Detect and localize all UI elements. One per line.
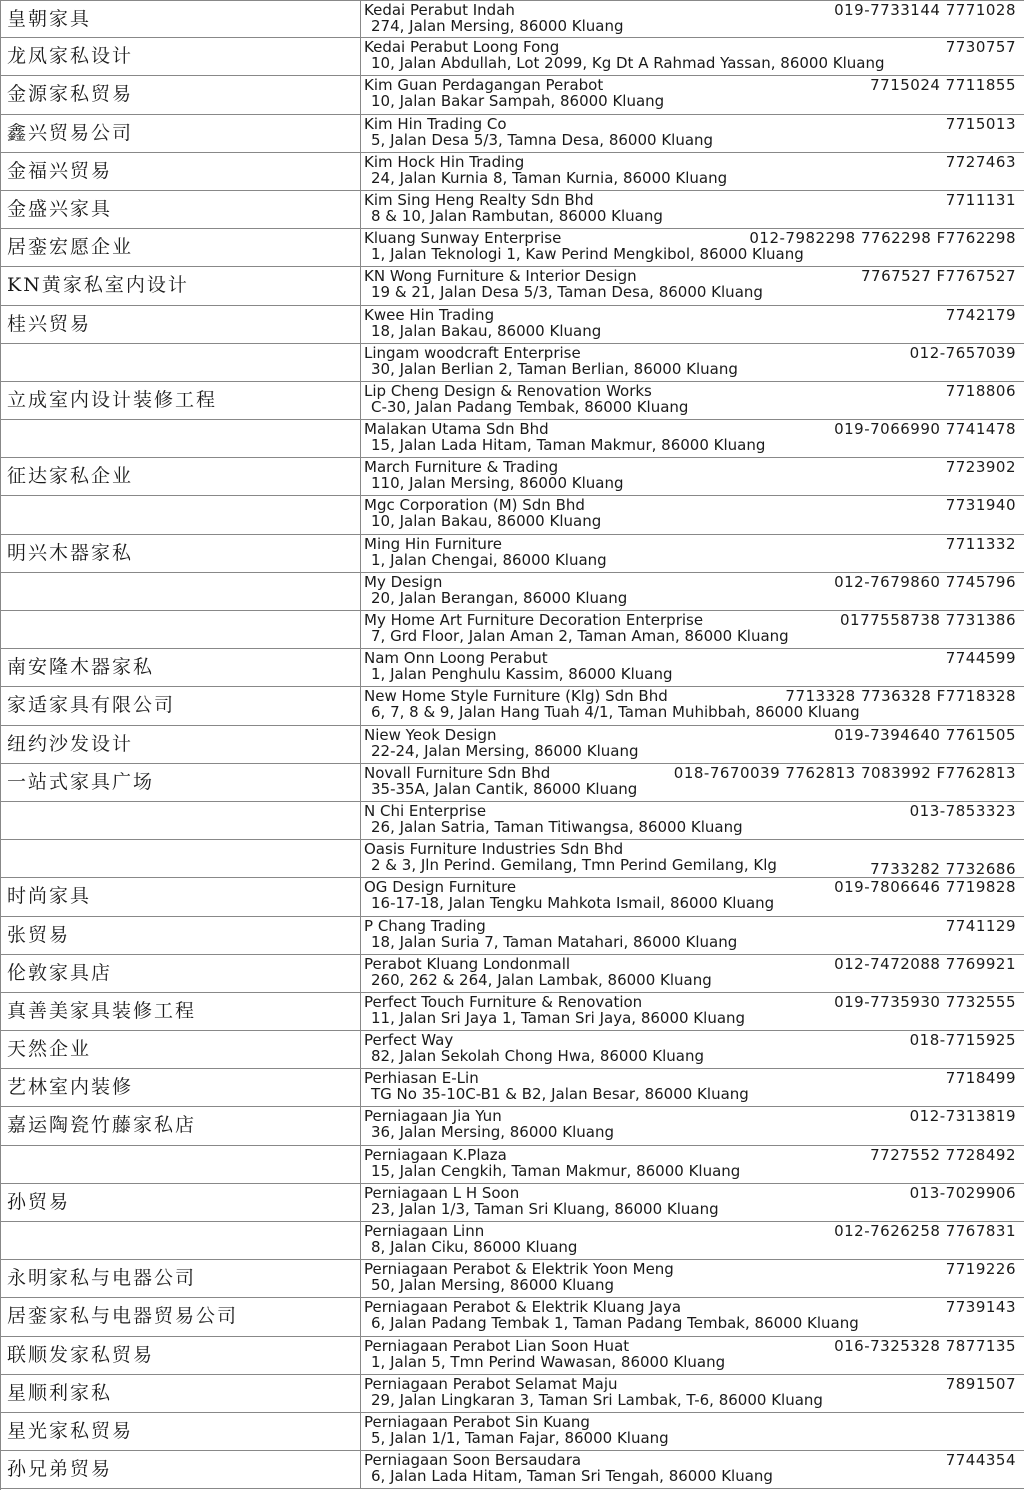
listing-row bbox=[1, 993, 1024, 1031]
business-name: Kim Sing Heng Realty Sdn Bhd bbox=[364, 190, 594, 209]
phone-numbers: 012-7657039 bbox=[909, 343, 1016, 362]
chinese-name: 金源家私贸易 bbox=[1, 76, 361, 113]
business-name: Kluang Sunway Enterprise bbox=[364, 229, 562, 248]
business-address: 260, 262 & 264, Jalan Lambak, 86000 Kluang bbox=[371, 970, 712, 989]
phone-numbers: 012-7626258 7767831 bbox=[834, 1222, 1016, 1240]
chinese-name: 真善美家具装修工程 bbox=[1, 993, 361, 1030]
phone-numbers: 019-7066990 7741478 bbox=[834, 420, 1016, 439]
listing-info bbox=[361, 1222, 1024, 1259]
chinese-name: 孙兄弟贸易 bbox=[1, 1451, 361, 1488]
listing-row bbox=[1, 1069, 1024, 1107]
business-name: Perfect Touch Furniture & Renovation bbox=[364, 992, 643, 1011]
listing-row bbox=[1, 1451, 1024, 1489]
chinese-name: 金福兴贸易 bbox=[1, 153, 361, 190]
listing-info bbox=[361, 802, 1024, 839]
chinese-name: 永明家私与电器公司 bbox=[1, 1260, 361, 1297]
business-address: 82, Jalan Sekolah Chong Hwa, 86000 Kluang bbox=[371, 1047, 705, 1066]
listing-info bbox=[361, 993, 1024, 1030]
chinese-name: 居銮宏愿企业 bbox=[1, 229, 361, 266]
business-address: 24, Jalan Kurnia 8, Taman Kurnia, 86000 Kluang bbox=[371, 168, 728, 187]
business-name: Kim Hock Hin Trading bbox=[364, 152, 525, 171]
listing-info bbox=[361, 1146, 1024, 1183]
chinese-name bbox=[1, 802, 361, 839]
business-address: 8, Jalan Ciku, 86000 Kluang bbox=[371, 1238, 578, 1256]
phone-numbers: 019-7806646 7719828 bbox=[834, 878, 1016, 897]
listing-row bbox=[1, 1222, 1024, 1260]
business-name: Perniagaan Linn bbox=[364, 1222, 485, 1240]
listing-row bbox=[1, 1413, 1024, 1451]
phone-numbers: 7730757 bbox=[945, 38, 1016, 57]
listing-info bbox=[361, 535, 1024, 572]
listing-row bbox=[1, 229, 1024, 267]
chinese-name: 征达家私企业 bbox=[1, 458, 361, 495]
listing-row bbox=[1, 420, 1024, 458]
listing-info bbox=[361, 1107, 1024, 1144]
phone-numbers: 0177558738 7731386 bbox=[839, 611, 1016, 629]
business-address: 6, 7, 8 & 9, Jalan Hang Tuah 4/1, Taman Muhibbah, 86000 Kluang bbox=[371, 703, 860, 722]
chinese-name: 家适家具有限公司 bbox=[1, 687, 361, 724]
business-address: 20, Jalan Berangan, 86000 Kluang bbox=[371, 588, 628, 607]
listing-info bbox=[361, 496, 1024, 533]
business-name: Niew Yeok Design bbox=[364, 725, 497, 744]
chinese-name: 明兴木器家私 bbox=[1, 535, 361, 572]
phone-numbers: 013-7853323 bbox=[909, 801, 1016, 820]
business-address: 29, Jalan Lingkaran 3, Taman Sri Lambak, T-6, 86000 Kluang bbox=[371, 1390, 823, 1409]
chinese-name bbox=[1, 344, 361, 381]
business-address: 1, Jalan Chengai, 86000 Kluang bbox=[371, 550, 607, 569]
phone-numbers: 018-7715925 bbox=[909, 1031, 1016, 1050]
listing-row bbox=[1, 382, 1024, 420]
chinese-name: 联顺发家私贸易 bbox=[1, 1337, 361, 1374]
listing-info bbox=[361, 1451, 1024, 1488]
listing-info bbox=[361, 306, 1024, 343]
listing-info bbox=[361, 38, 1024, 75]
listing-row bbox=[1, 191, 1024, 229]
listing-info bbox=[361, 840, 1024, 877]
business-address: 15, Jalan Cengkih, Taman Makmur, 86000 Kluang bbox=[371, 1161, 741, 1180]
chinese-name: 时尚家具 bbox=[1, 878, 361, 915]
business-address: 6, Jalan Padang Tembak 1, Taman Padang Tembak, 86000 Kluang bbox=[371, 1314, 859, 1333]
listing-info bbox=[361, 726, 1024, 763]
listing-info bbox=[361, 267, 1024, 304]
listing-row bbox=[1, 573, 1024, 611]
listing-row bbox=[1, 764, 1024, 802]
business-address: 7, Grd Floor, Jalan Aman 2, Taman Aman, 86000 Kluang bbox=[371, 627, 789, 645]
phone-numbers: 7718499 bbox=[945, 1069, 1016, 1088]
business-name: Ming Hin Furniture bbox=[364, 534, 502, 553]
chinese-name bbox=[1, 496, 361, 533]
listing-info bbox=[361, 420, 1024, 457]
business-name: Perniagaan K.Plaza bbox=[364, 1145, 507, 1164]
chinese-name: 艺林室内装修 bbox=[1, 1069, 361, 1106]
phone-numbers: 7719226 bbox=[945, 1260, 1016, 1279]
listing-info bbox=[361, 1, 1024, 37]
business-name: Perniagaan Soon Bersaudara bbox=[364, 1451, 582, 1470]
listing-info bbox=[361, 1298, 1024, 1335]
business-address: 50, Jalan Mersing, 86000 Kluang bbox=[371, 1276, 614, 1295]
business-name: Kedai Perabut Indah bbox=[364, 1, 515, 19]
business-name: New Home Style Furniture (Klg) Sdn Bhd bbox=[364, 687, 668, 706]
listing-row bbox=[1, 802, 1024, 840]
business-name: Perniagaan Perabot & Elektrik Kluang Jaya bbox=[364, 1298, 682, 1317]
listing-info bbox=[361, 153, 1024, 190]
business-address: 5, Jalan 1/1, Taman Fajar, 86000 Kluang bbox=[371, 1428, 669, 1447]
business-name: Kim Guan Perdagangan Perabot bbox=[364, 76, 604, 95]
chinese-name bbox=[1, 1146, 361, 1183]
listing-row bbox=[1, 267, 1024, 305]
business-name: Perhiasan E-Lin bbox=[364, 1069, 479, 1088]
phone-numbers: 7744599 bbox=[945, 649, 1016, 668]
chinese-name: 龙凤家私设计 bbox=[1, 38, 361, 75]
chinese-name: 纽约沙发设计 bbox=[1, 726, 361, 763]
business-name: My Home Art Furniture Decoration Enterprise bbox=[364, 611, 704, 629]
business-name: Lingam woodcraft Enterprise bbox=[364, 343, 581, 362]
chinese-name: 立成室内设计装修工程 bbox=[1, 382, 361, 419]
chinese-name bbox=[1, 1222, 361, 1259]
business-address: 19 & 21, Jalan Desa 5/3, Taman Desa, 86000 Kluang bbox=[371, 283, 763, 302]
chinese-name: 张贸易 bbox=[1, 917, 361, 954]
listing-info bbox=[361, 458, 1024, 495]
business-address: 6, Jalan Lada Hitam, Taman Sri Tengah, 86000 Kluang bbox=[371, 1467, 773, 1486]
listing-row bbox=[1, 611, 1024, 649]
listing-row bbox=[1, 1146, 1024, 1184]
chinese-name bbox=[1, 420, 361, 457]
business-name: N Chi Enterprise bbox=[364, 801, 487, 820]
listing-row bbox=[1, 0, 1024, 38]
chinese-name bbox=[1, 573, 361, 610]
listing-row bbox=[1, 1375, 1024, 1413]
phone-numbers: 7715024 7711855 bbox=[870, 76, 1016, 95]
listing-info bbox=[361, 1260, 1024, 1297]
business-address: 274, Jalan Mersing, 86000 Kluang bbox=[371, 17, 624, 35]
phone-numbers: 012-7679860 7745796 bbox=[834, 572, 1016, 591]
listing-info bbox=[361, 955, 1024, 992]
business-name: Perniagaan Perabot Lian Soon Huat bbox=[364, 1336, 630, 1355]
business-address: 22-24, Jalan Mersing, 86000 Kluang bbox=[371, 741, 639, 760]
phone-numbers: 7742179 bbox=[945, 305, 1016, 324]
phone-numbers: 7739143 bbox=[945, 1298, 1016, 1317]
phone-numbers: 7723902 bbox=[945, 458, 1016, 477]
listing-row bbox=[1, 955, 1024, 993]
business-name: Lip Cheng Design & Renovation Works bbox=[364, 381, 652, 400]
listing-info bbox=[361, 229, 1024, 266]
listing-info bbox=[361, 1184, 1024, 1221]
listing-row bbox=[1, 878, 1024, 916]
phone-numbers: 7711131 bbox=[945, 190, 1016, 209]
chinese-name: 金盛兴家具 bbox=[1, 191, 361, 228]
phone-numbers: 019-7733144 7771028 bbox=[834, 1, 1016, 19]
business-address: 5, Jalan Desa 5/3, Tamna Desa, 86000 Kluang bbox=[371, 130, 714, 149]
listing-info bbox=[361, 917, 1024, 954]
chinese-name: 孙贸易 bbox=[1, 1184, 361, 1221]
listing-row bbox=[1, 649, 1024, 687]
phone-numbers: 012-7982298 7762298 F7762298 bbox=[749, 229, 1016, 248]
phone-numbers: 7718806 bbox=[945, 381, 1016, 400]
listing-info bbox=[361, 878, 1024, 915]
listing-row bbox=[1, 115, 1024, 153]
business-name: Malakan Utama Sdn Bhd bbox=[364, 420, 549, 439]
business-name: Oasis Furniture Industries Sdn Bhd bbox=[364, 840, 624, 859]
chinese-name bbox=[1, 611, 361, 648]
listing-row bbox=[1, 1260, 1024, 1298]
business-name: Perniagaan Perabot Selamat Maju bbox=[364, 1374, 618, 1393]
business-address: TG No 35-10C-B1 & B2, Jalan Besar, 86000 Kluang bbox=[371, 1085, 749, 1104]
listing-info bbox=[361, 1375, 1024, 1412]
business-name: Mgc Corporation (M) Sdn Bhd bbox=[364, 496, 585, 515]
business-name: KN Wong Furniture & Interior Design bbox=[364, 267, 637, 286]
listing-row bbox=[1, 840, 1024, 878]
business-name: My Design bbox=[364, 572, 443, 591]
business-address: 36, Jalan Mersing, 86000 Kluang bbox=[371, 1123, 614, 1142]
listing-row bbox=[1, 687, 1024, 725]
business-name: Kim Hin Trading Co bbox=[364, 114, 507, 133]
listing-row bbox=[1, 458, 1024, 496]
listing-row bbox=[1, 344, 1024, 382]
business-address: 10, Jalan Bakar Sampah, 86000 Kluang bbox=[371, 92, 665, 111]
listing-info bbox=[361, 344, 1024, 381]
chinese-name: 嘉运陶瓷竹藤家私店 bbox=[1, 1107, 361, 1144]
phone-numbers: 013-7029906 bbox=[909, 1183, 1016, 1202]
listing-row bbox=[1, 496, 1024, 534]
phone-numbers: 7727463 bbox=[945, 152, 1016, 171]
phone-numbers: 7711332 bbox=[945, 534, 1016, 553]
phone-numbers: 016-7325328 7877135 bbox=[834, 1336, 1016, 1355]
listing-info bbox=[361, 1337, 1024, 1374]
listing-info bbox=[361, 1413, 1024, 1450]
business-address: 18, Jalan Suria 7, Taman Matahari, 86000 Kluang bbox=[371, 932, 738, 951]
listing-info bbox=[361, 687, 1024, 724]
business-name: Kwee Hin Trading bbox=[364, 305, 495, 324]
listing-info bbox=[361, 611, 1024, 648]
listing-row bbox=[1, 1031, 1024, 1069]
business-address: 23, Jalan 1/3, Taman Sri Kluang, 86000 Kluang bbox=[371, 1199, 719, 1218]
phone-numbers: 7727552 7728492 bbox=[870, 1145, 1016, 1164]
listing-info bbox=[361, 649, 1024, 686]
phone-numbers: 7713328 7736328 F7718328 bbox=[785, 687, 1016, 706]
listing-info bbox=[361, 573, 1024, 610]
business-name: Novall Furniture Sdn Bhd bbox=[364, 763, 551, 782]
phone-numbers: 7744354 bbox=[945, 1451, 1016, 1470]
phone-numbers: 7733282 7732686 bbox=[870, 860, 1016, 878]
business-name: Perabot Kluang Londonmall bbox=[364, 954, 571, 973]
phone-numbers: 7731940 bbox=[945, 496, 1016, 515]
listing-row bbox=[1, 1337, 1024, 1375]
business-address: 26, Jalan Satria, Taman Titiwangsa, 86000 Kluang bbox=[371, 817, 743, 836]
chinese-name: 一站式家具广场 bbox=[1, 764, 361, 801]
business-name: Perniagaan L H Soon bbox=[364, 1183, 520, 1202]
business-address: 10, Jalan Bakau, 86000 Kluang bbox=[371, 512, 602, 531]
listing-info bbox=[361, 1031, 1024, 1068]
chinese-name: 伦敦家具店 bbox=[1, 955, 361, 992]
business-address: 8 & 10, Jalan Rambutan, 86000 Kluang bbox=[371, 206, 663, 225]
business-name: P Chang Trading bbox=[364, 916, 486, 935]
business-name: Perniagaan Jia Yun bbox=[364, 1107, 502, 1126]
business-address: 2 & 3, Jln Perind. Gemilang, Tmn Perind Gemilang, Klg bbox=[371, 856, 777, 875]
business-address: 10, Jalan Abdullah, Lot 2099, Kg Dt A Rahmad Yassan, 86000 Kluang bbox=[371, 54, 885, 73]
listing-row bbox=[1, 76, 1024, 114]
business-address: 35-35A, Jalan Cantik, 86000 Kluang bbox=[371, 779, 638, 798]
business-address: 1, Jalan Penghulu Kassim, 86000 Kluang bbox=[371, 665, 673, 684]
business-name: Nam Onn Loong Perabut bbox=[364, 649, 548, 668]
chinese-name: 星顺利家私 bbox=[1, 1375, 361, 1412]
business-address: 16-17-18, Jalan Tengku Mahkota Ismail, 86000 Kluang bbox=[371, 894, 775, 913]
business-name: Perniagaan Perabot Sin Kuang bbox=[364, 1412, 590, 1431]
business-address: 30, Jalan Berlian 2, Taman Berlian, 86000 Kluang bbox=[371, 359, 738, 378]
business-name: OG Design Furniture bbox=[364, 878, 517, 897]
business-address: C-30, Jalan Padang Tembak, 86000 Kluang bbox=[371, 397, 689, 416]
phone-numbers: 019-7735930 7732555 bbox=[834, 992, 1016, 1011]
phone-numbers: 7715013 bbox=[945, 114, 1016, 133]
chinese-name: 皇朝家具 bbox=[1, 1, 361, 37]
listing-info bbox=[361, 191, 1024, 228]
listing-info bbox=[361, 115, 1024, 152]
phone-numbers: 7891507 bbox=[945, 1374, 1016, 1393]
listing-row bbox=[1, 306, 1024, 344]
listing-row bbox=[1, 1107, 1024, 1145]
phone-numbers: 012-7472088 7769921 bbox=[834, 954, 1016, 973]
listing-info bbox=[361, 764, 1024, 801]
chinese-name bbox=[1, 840, 361, 877]
phone-numbers: 019-7394640 7761505 bbox=[834, 725, 1016, 744]
listing-row bbox=[1, 38, 1024, 76]
business-name: March Furniture & Trading bbox=[364, 458, 559, 477]
listing-row bbox=[1, 535, 1024, 573]
business-address: 15, Jalan Lada Hitam, Taman Makmur, 86000 Kluang bbox=[371, 436, 766, 455]
business-address: 18, Jalan Bakau, 86000 Kluang bbox=[371, 321, 602, 340]
business-name: Kedai Perabut Loong Fong bbox=[364, 38, 560, 57]
listing-info bbox=[361, 76, 1024, 113]
phone-numbers: 7741129 bbox=[945, 916, 1016, 935]
chinese-name: 南安隆木器家私 bbox=[1, 649, 361, 686]
listing-row bbox=[1, 1184, 1024, 1222]
listing-row bbox=[1, 917, 1024, 955]
chinese-name: 鑫兴贸易公司 bbox=[1, 115, 361, 152]
business-address: 11, Jalan Sri Jaya 1, Taman Sri Jaya, 86000 Kluang bbox=[371, 1008, 746, 1027]
business-name: Perniagaan Perabot & Elektrik Yoon Meng bbox=[364, 1260, 674, 1279]
listing-row bbox=[1, 726, 1024, 764]
phone-numbers: 012-7313819 bbox=[909, 1107, 1016, 1126]
chinese-name: 星光家私贸易 bbox=[1, 1413, 361, 1450]
listing-info bbox=[361, 382, 1024, 419]
business-name: Perfect Way bbox=[364, 1031, 454, 1050]
business-address: 1, Jalan 5, Tmn Perind Wawasan, 86000 Kluang bbox=[371, 1352, 726, 1371]
business-address: 1, Jalan Teknologi 1, Kaw Perind Mengkibol, 86000 Kluang bbox=[371, 245, 804, 264]
listing-row bbox=[1, 153, 1024, 191]
chinese-name: 桂兴贸易 bbox=[1, 306, 361, 343]
listing-row bbox=[1, 1298, 1024, 1336]
chinese-name: 居銮家私与电器贸易公司 bbox=[1, 1298, 361, 1335]
phone-numbers: 7767527 F7767527 bbox=[860, 267, 1016, 286]
phone-numbers: 018-7670039 7762813 7083992 F7762813 bbox=[673, 763, 1016, 782]
chinese-name: KN黄家私室内设计 bbox=[1, 267, 361, 304]
chinese-name: 天然企业 bbox=[1, 1031, 361, 1068]
business-address: 110, Jalan Mersing, 86000 Kluang bbox=[371, 474, 624, 493]
listing-info bbox=[361, 1069, 1024, 1106]
